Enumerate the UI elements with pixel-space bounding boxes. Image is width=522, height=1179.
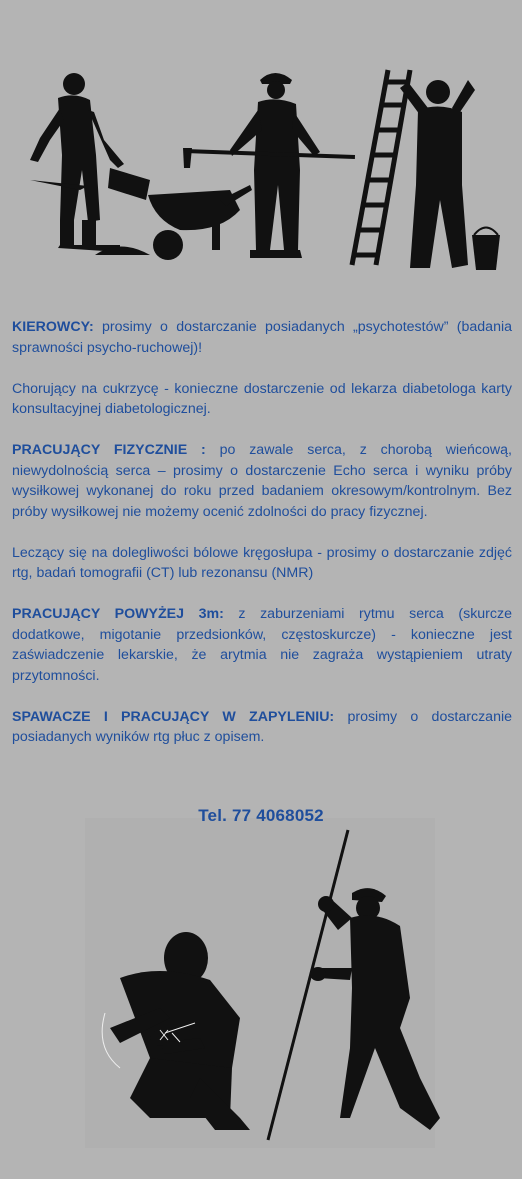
spine-text: Leczący się na dolegliwości bólowe kręgosłupa - prosimy o dostarczanie zdjęć rtg, badań tomografii (CT) lub rezonansu (NMR) bbox=[12, 544, 512, 581]
physical-workers-text: po zawale serca, z chorobą wieńcową, niewydolnością serca – prosimy o dostarczenie Echo serca i wyniku próby wysiłkowej wykonanej do roku przed badaniem okresowym/kontrolnym. Bez próby wysiłkowej nie możemy ocenić zdolności do pracy fizycznej. bbox=[12, 442, 512, 520]
diabetes-paragraph bbox=[12, 379, 512, 420]
worker-3-body bbox=[410, 106, 468, 268]
height-workers-paragraph bbox=[12, 604, 512, 686]
information-text bbox=[12, 317, 512, 768]
physical-workers-label: PRACUJĄCY FIZYCZNIE : bbox=[12, 442, 206, 458]
physical-workers-paragraph bbox=[12, 440, 512, 522]
welders-label: SPAWACZE I PRACUJĄCY W ZAPYLENIU: bbox=[12, 708, 335, 725]
welders-text: prosimy o dostarczanie posiadanych wyników rtg płuc z opisem. bbox=[12, 708, 512, 745]
shovel-blade bbox=[108, 168, 150, 200]
pole bbox=[268, 830, 348, 1140]
wheelbarrow bbox=[148, 190, 240, 230]
workers-silhouette-illustration bbox=[0, 60, 522, 285]
drivers-label: KIEROWCY: bbox=[12, 319, 94, 335]
height-workers-label: PRACUJĄCY POWYŻEJ 3m: bbox=[12, 606, 224, 622]
worker-1-head bbox=[63, 73, 85, 95]
drivers-text: prosimy o dostarczanie posiadanych „psychotestów” (badania sprawności psycho-ruchowej)! bbox=[12, 319, 512, 356]
diabetes-text: Chorujący na cukrzycę - konieczne dostarczenie od lekarza diabetologa karty konsultacyjnej diabetologicznej. bbox=[12, 380, 512, 417]
phone-number: Tel. 77 4068052 bbox=[198, 806, 324, 825]
bucket bbox=[472, 235, 500, 270]
worker-4-body bbox=[340, 915, 440, 1130]
drivers-paragraph bbox=[12, 317, 512, 358]
welder-and-climber-illustration bbox=[0, 818, 522, 1148]
welders-paragraph bbox=[12, 707, 512, 748]
spine-paragraph bbox=[12, 543, 512, 584]
ladder bbox=[352, 70, 410, 265]
height-workers-text: z zaburzeniami rytmu serca (skurcze dodatkowe, migotanie przedsionków, częstoskurcze) - konieczne jest zaświadczenie lekarskie, że arytmia nie zagraża wystąpieniem utraty przytomności. bbox=[12, 606, 512, 684]
